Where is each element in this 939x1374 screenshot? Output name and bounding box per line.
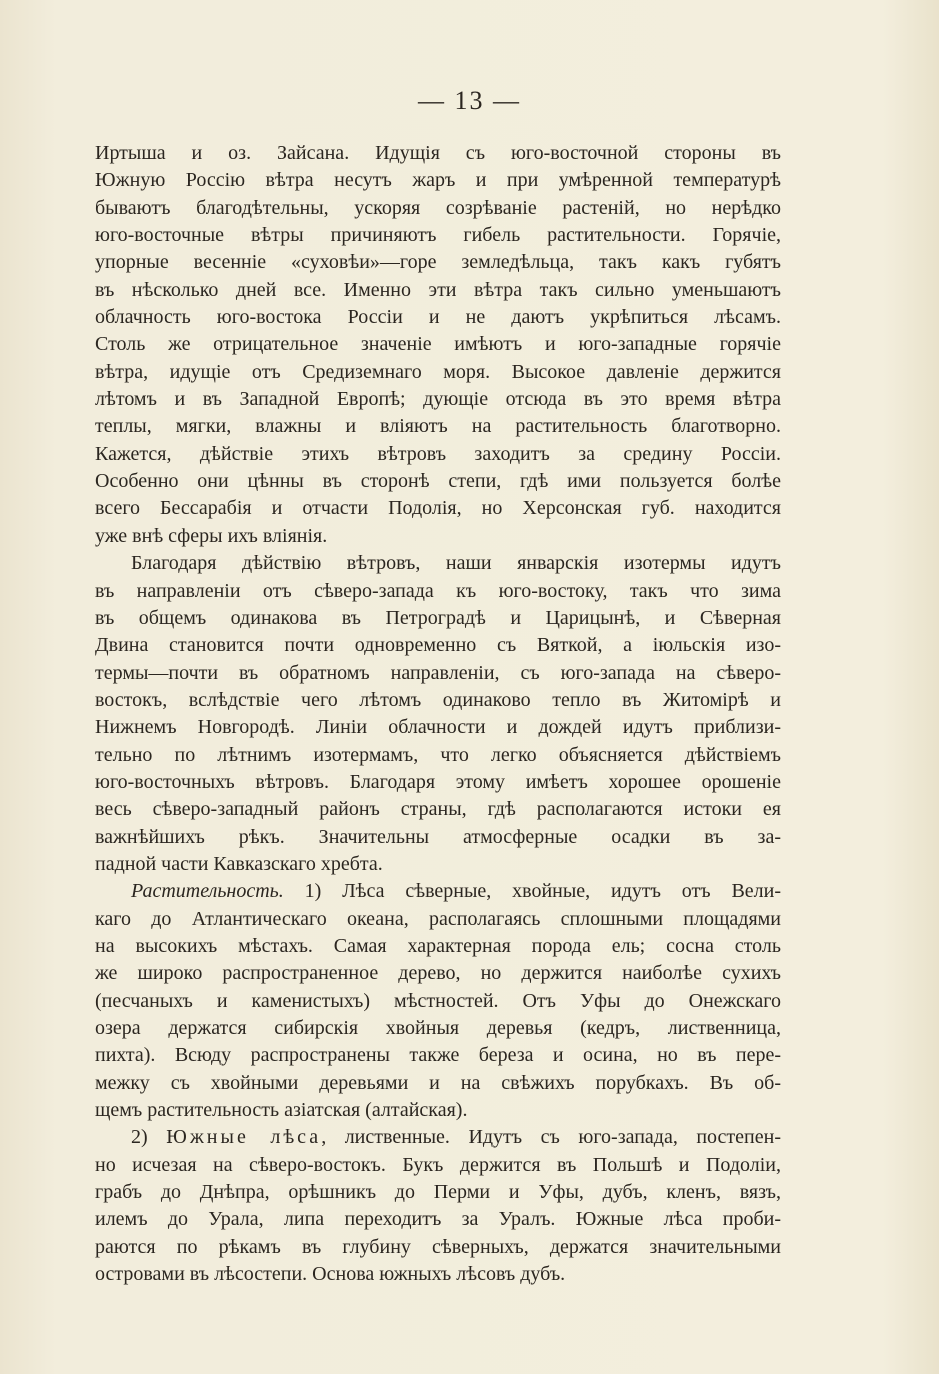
text-line: [95, 714, 781, 741]
text-line: [95, 1206, 781, 1233]
line-text: упорные весенніе «суховѣи»—горе земледѣльца, такъ какъ губятъ: [95, 251, 781, 274]
line-text: Южную Россію вѣтра несутъ жаръ и при умѣренной температурѣ: [95, 169, 781, 192]
line-text: въ общемъ одинакова въ Петроградѣ и Царицынѣ, и Сѣверная: [95, 606, 781, 629]
line-text: въ направленіи отъ сѣверо-запада къ юго-востоку, такъ что зима: [95, 579, 781, 602]
line-text: всего Бессарабія и отчасти Подолія, но Херсонская губ. находится: [95, 497, 781, 520]
text-line: [95, 359, 781, 386]
text-line: [95, 495, 781, 522]
text-body: [95, 140, 781, 1288]
line-text: , лиственные. Идутъ съ юго-запада, постепен-: [321, 1126, 781, 1149]
line-text: Нижнемъ Новгородѣ. Линіи облачности и дождей идутъ приблизи-: [95, 716, 781, 739]
text-line: [95, 277, 781, 304]
text-line: [95, 1179, 781, 1206]
line-text: термы—почти въ обратномъ направленіи, съ юго-запада на сѣверо-: [95, 661, 781, 684]
text-line: [95, 988, 781, 1015]
text-line: [95, 906, 781, 933]
text-line: [95, 167, 781, 194]
text-line: [95, 1070, 781, 1097]
text-line: [95, 1097, 781, 1124]
text-line: [95, 1152, 781, 1179]
text-line: [95, 1234, 781, 1261]
text-line: [95, 687, 781, 714]
text-line: [95, 304, 781, 331]
line-text: востокъ, вслѣдствіе чего лѣтомъ одинаково тепло въ Житомірѣ и: [95, 688, 781, 711]
text-line: [95, 796, 781, 823]
line-text: юго-восточныхъ вѣтровъ. Благодаря этому имѣетъ хорошее орошеніе: [95, 770, 781, 793]
text-line: [95, 550, 781, 577]
line-text: 1) Лѣса сѣверные, хвойные, идутъ отъ Вели-: [283, 880, 781, 903]
text-line: [95, 331, 781, 358]
text-line: [95, 824, 781, 851]
text-line: [95, 140, 781, 167]
text-line: [95, 1042, 781, 1069]
line-text: въ нѣсколько дней все. Именно эти вѣтра такъ сильно уменьшаютъ: [95, 278, 781, 301]
text-line: [95, 1124, 781, 1151]
list-number: 2): [131, 1126, 167, 1149]
text-line: [95, 468, 781, 495]
line-text: раются по рѣкамъ въ глубину сѣверныхъ, держатся значительными: [95, 1235, 781, 1258]
line-text: Кажется, дѣйствіе этихъ вѣтровъ заходитъ за средину Россіи.: [95, 442, 781, 465]
line-text: островами въ лѣсостепи. Основа южныхъ лѣсовъ дубъ.: [95, 1263, 566, 1286]
text-line: [95, 413, 781, 440]
text-line: [95, 222, 781, 249]
line-text: Двина становится почти одновременно съ Вяткой, а іюльскія изо-: [95, 634, 781, 657]
line-text: озера держатся сибирскія хвойныя деревья (кедръ, лиственница,: [95, 1017, 781, 1039]
line-text: тельно по лѣтнимъ изотермамъ, что легко объясняется дѣйствіемъ: [95, 743, 781, 766]
text-line: [95, 851, 781, 878]
spaced-heading: Южные лѣса: [166, 1126, 322, 1149]
line-text: (песчаныхъ и каменистыхъ) мѣстностей. Отъ Уфы до Онежскаго: [95, 989, 781, 1012]
line-text: уже внѣ сферы ихъ вліянія.: [95, 524, 328, 547]
text-line: [95, 578, 781, 605]
text-line: [95, 195, 781, 222]
line-text: илемъ до Урала, липа переходитъ за Уралъ. Южные лѣса проби-: [95, 1208, 781, 1231]
line-text: юго-восточные вѣтры причиняютъ гибель растительности. Горячіе,: [95, 224, 781, 247]
line-text: грабъ до Днѣпра, орѣшникъ до Перми и Уфы, дубъ, кленъ, вязъ,: [95, 1181, 781, 1204]
text-line: [95, 769, 781, 796]
line-text: Столь же отрицательное значеніе имѣютъ и юго-западные горячіе: [95, 333, 781, 356]
line-text: Благодаря дѣйствію вѣтровъ, наши январскія изотермы идутъ: [131, 552, 781, 575]
text-line: [95, 632, 781, 659]
text-line: [95, 605, 781, 632]
text-line: [95, 878, 781, 905]
text-line: [95, 742, 781, 769]
line-text: но исчезая на сѣверо-востокъ. Букъ держится въ Польшѣ и Подоліи,: [95, 1153, 781, 1176]
line-text: теплы, мягки, влажны и вліяютъ на растительность благотворно.: [95, 415, 781, 438]
text-line: [95, 1015, 781, 1042]
line-text: каго до Атлантическаго океана, располагаясь сплошными площадями: [95, 907, 781, 930]
line-text: вѣтра, идущіе отъ Средиземнаго моря. Высокое давленіе держится: [95, 360, 781, 383]
text-line: [95, 523, 781, 550]
text-line: [95, 960, 781, 987]
line-text: Особенно они цѣнны въ сторонѣ степи, гдѣ ими пользуется болѣе: [95, 470, 781, 493]
line-text: важнѣйшихъ рѣкъ. Значительны атмосферные осадки въ за-: [95, 825, 781, 848]
line-text: пихта). Всюду распространены также береза и осина, но въ пере-: [95, 1044, 781, 1067]
line-text: Иртыша и оз. Зайсана. Идущія съ юго-восточной стороны въ: [95, 142, 781, 164]
line-text: облачность юго-востока Россіи и не даютъ укрѣпиться лѣсамъ.: [95, 306, 781, 329]
line-text: бываютъ благодѣтельны, ускоряя созрѣваніе растеній, но нерѣдко: [95, 196, 781, 219]
page-number: — 13 —: [418, 86, 521, 115]
text-line: [95, 660, 781, 687]
line-text: же широко распространенное дерево, но держится наиболѣе сухихъ: [95, 962, 781, 985]
line-text: щемъ растительность азіатская (алтайская).: [95, 1099, 468, 1122]
line-text: лѣтомъ и въ Западной Европѣ; дующіе отсюда въ это время вѣтра: [95, 388, 781, 411]
line-text: падной части Кавказскаго хребта.: [95, 852, 383, 875]
text-line: [95, 933, 781, 960]
text-line: [95, 386, 781, 413]
line-text: весь сѣверо-западный районъ страны, гдѣ располагаются истоки ея: [95, 798, 781, 821]
line-text: на высокихъ мѣстахъ. Самая характерная порода ель; сосна столь: [95, 934, 781, 957]
line-text: межку съ хвойными деревьями и на свѣжихъ порубкахъ. Въ об-: [95, 1071, 781, 1094]
text-line: [95, 441, 781, 468]
section-heading: Растительность.: [131, 880, 284, 903]
text-line: [95, 249, 781, 276]
text-line: [95, 1261, 781, 1288]
